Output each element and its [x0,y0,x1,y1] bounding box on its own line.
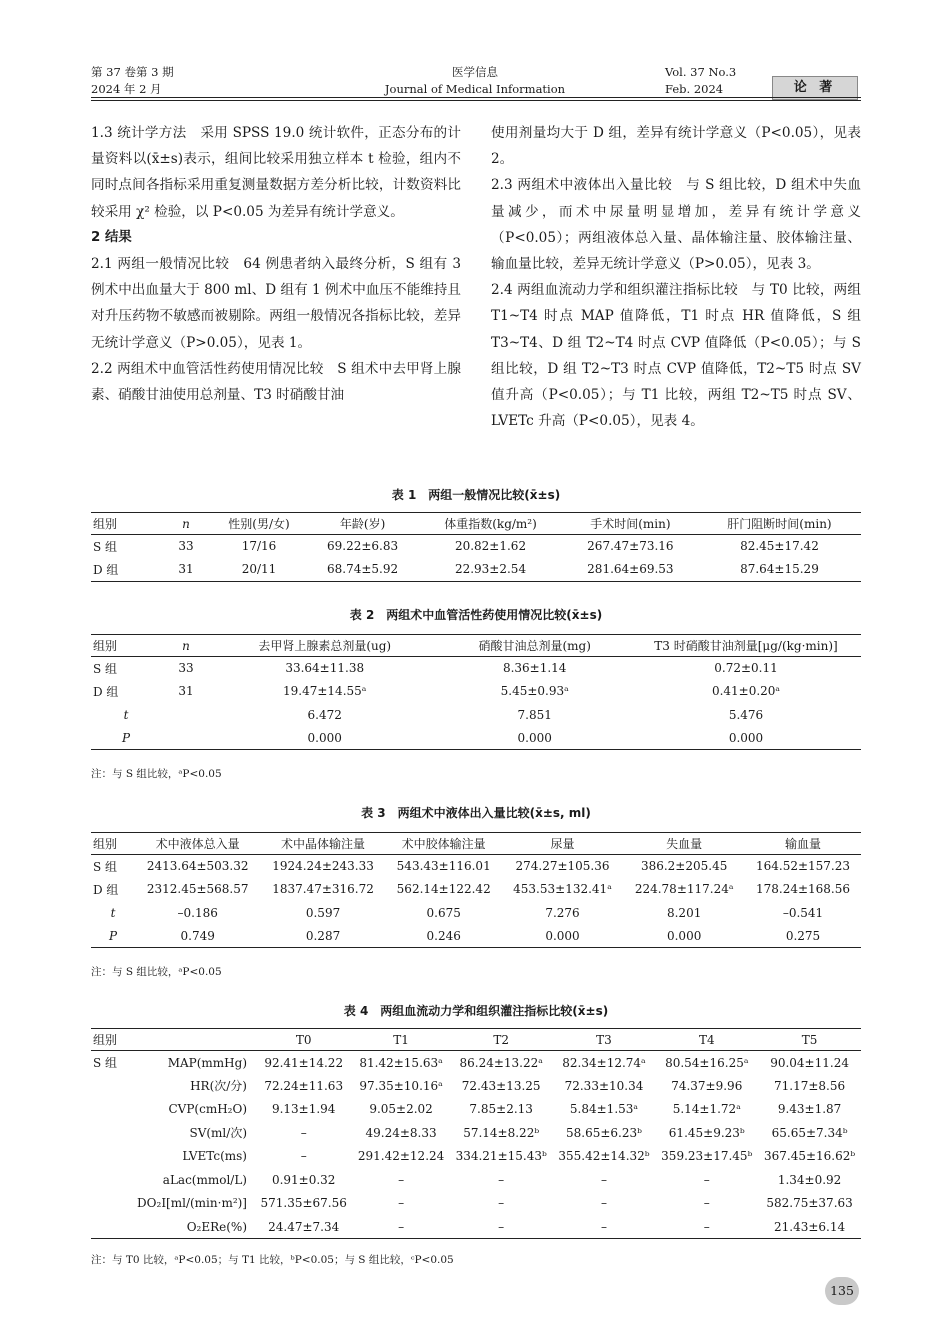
table4-caption: 表 4 两组血流动力学和组织灌注指标比较(x̄±s) [343,1004,609,1018]
table1-header-age: 年龄(岁) [307,513,418,535]
table-cell-indicator: aLac(mmol/L) [162,1172,247,1187]
table3-header-total-input: 术中液体总入量 [135,833,260,855]
table-cell: 5.84±1.53ᵃ [569,1102,639,1117]
table-cell: 9.05±2.02 [369,1102,433,1117]
table-cell: 90.04±11.24 [770,1055,849,1070]
table-cell: 49.24±8.33 [365,1125,437,1140]
table-row [91,878,861,901]
table-cell: – [398,1172,405,1187]
table-cell: 86.24±13.22ᵃ [459,1055,543,1070]
table-cell: –0.186 [177,905,218,920]
table-cell: 61.45±9.23ᵇ [668,1125,745,1140]
table1-header-bmi: 体重指数(kg/m²) [418,513,563,535]
table3-header-group: 组别 [91,833,135,855]
table-cell: 453.53±132.41ᵃ [513,882,612,897]
paragraph-general-comparison: 2.1 两组一般情况比较 64 例患者纳入最终分析，S 组有 3 例术中出血量大于 800 ml、D 组有 1 例术中血压不能维持且对升压药物不敏感而被剔除。两组一般情况各指标比较，差异无统计学意义（P>0.05），见表 1。 [91,256,461,351]
table-cell-indicator: MAP(mmHg) [167,1055,247,1070]
table-row [91,1215,861,1239]
table4-header-t0: T0 [255,1029,352,1051]
table-cell: – [703,1219,710,1234]
table-cell: 17/16 [241,539,277,554]
table-cell-indicator: DO₂I[ml/(min·m²)] [137,1196,247,1211]
table-cell: 5.14±1.72ᵃ [672,1102,741,1117]
table-cell: 178.24±168.56 [755,882,851,897]
paragraph-vasoactive-drugs-cont: 使用剂量均大于 D 组，差异有统计学意义（P<0.05），见表 2。 [491,125,861,168]
table-cell: D 组 [93,684,119,699]
table-cell: 355.42±14.32ᵇ [558,1149,650,1164]
table4-hemodynamics [91,1028,861,1239]
table-cell: 20/11 [241,562,277,577]
table-cell: – [703,1196,710,1211]
table-cell: 8.36±1.14 [502,661,567,676]
table-row [91,1098,861,1122]
table-cell: – [498,1219,505,1234]
table-cell: 0.000 [728,730,764,745]
paragraph-statistics: 1.3 统计学方法 采用 SPSS 19.0 统计软件，正态分布的计量资料以(x̄±s)表示，组间比较采用独立样本 t 检验，组内不同时点间各指标采用重复测量数据方差分析比较，计数资料比较采用 χ² 检验，以 P<0.05 为差异有统计学意义。 [91,125,461,220]
table-cell: 9.13±1.94 [271,1102,336,1117]
table3-caption: 表 3 两组术中液体出入量比较(x̄±s, ml) [361,806,591,820]
table-cell: 367.45±16.62ᵇ [763,1149,856,1164]
table1-header-group: 组别 [91,513,161,535]
header-journal-title [250,64,700,104]
header-issue-info [91,64,174,104]
table-cell: S 组 [93,661,118,676]
table-cell: 0.000 [307,730,342,745]
table-row [91,924,861,947]
table-row [91,535,861,558]
table-cell [161,726,211,749]
table-cell: 31 [178,684,194,699]
table-cell: 81.42±15.63ᵃ [359,1055,443,1070]
table3-fluid-balance [91,832,861,948]
table-cell: 8.201 [666,905,702,920]
table-cell [161,703,211,726]
table-cell: – [600,1219,607,1234]
table-cell: 33 [178,661,194,676]
table-cell: 5.476 [728,707,764,722]
table4-header-t5: T5 [758,1029,861,1051]
table4-body [91,1051,861,1239]
table-row [91,1051,861,1075]
table-cell: 7.85±2.13 [469,1102,533,1117]
table-cell-indicator: LVETc(ms) [182,1149,247,1164]
table-cell: – [600,1172,607,1187]
table-cell: 0.275 [785,928,821,943]
table-cell: 1924.24±243.33 [272,859,374,874]
table-cell: 21.43±6.14 [774,1219,846,1234]
table-cell: D 组 [93,882,119,897]
header-volume-en: Vol. 37 No.3 [665,65,737,79]
header-date-cn: 2024 年 2 月 [91,82,162,96]
table2-vasoactive-drugs [91,634,861,750]
table-cell: 0.749 [180,928,215,943]
table-cell: – [498,1196,505,1211]
table1-header-op-time: 手术时间(min) [563,513,698,535]
table-cell: 0.72±0.11 [714,661,778,676]
table2-header-group: 组别 [91,635,161,657]
table2-header-norepinephrine: 去甲肾上腺素总剂量(ug) [211,635,438,657]
table-cell: 92.41±14.22 [264,1055,344,1070]
table-cell: 0.000 [517,730,552,745]
table-cell: 80.54±16.25ᵃ [665,1055,749,1070]
table-cell: 19.47±14.55ᵃ [283,684,367,699]
table-cell: 334.21±15.43ᵇ [455,1149,547,1164]
table-cell-indicator: CVP(cmH₂O) [168,1102,247,1117]
table-cell: 0.246 [426,928,461,943]
table-cell: 24.47±7.34 [268,1219,340,1234]
table-cell: – [498,1172,505,1187]
table-row [91,901,861,924]
table-cell: 0.91±0.32 [271,1172,336,1187]
section-heading-results: 2 结果 [91,229,132,245]
table1-header-sex: 性别(男/女) [211,513,307,535]
table-cell: 33.64±11.38 [285,661,365,676]
table-cell: 2312.45±568.57 [146,882,249,897]
table4-header-group: 组别 [91,1029,135,1051]
table-cell: 359.23±17.45ᵇ [661,1149,753,1164]
section-badge: 论 著 [772,76,858,100]
table-cell: 0.000 [545,928,580,943]
table-cell: 31 [178,562,194,577]
table-cell: S 组 [93,859,118,874]
table-cell: 571.35±67.56 [260,1196,347,1211]
table-cell: 74.37±9.96 [671,1078,743,1093]
page-number: 135 [825,1277,859,1305]
table4-note: 注：与 T0 比较，ᵃP<0.05；与 T1 比较，ᵇP<0.05；与 S 组比较，ᶜP<0.05 [91,1254,454,1266]
table-cell: 58.65±6.23ᵇ [566,1125,642,1140]
table-cell: – [600,1196,607,1211]
table-cell-stat-label: P [108,928,118,943]
table-cell: 72.33±10.34 [564,1078,644,1093]
table3-header-colloid: 术中胶体输注量 [386,833,502,855]
table2-header-n: n [161,635,211,657]
table-cell: 0.000 [666,928,702,943]
header-volume-en-block [665,64,736,104]
table-row [91,855,861,878]
table-row [91,1145,861,1169]
table-cell: – [300,1149,307,1164]
table1-general-comparison [91,512,861,582]
table-cell: 164.52±157.23 [755,859,851,874]
table-cell: 20.82±1.62 [454,539,527,554]
table-cell: 7.276 [545,905,580,920]
table3-header-urine: 尿量 [502,833,624,855]
table-row [91,726,861,749]
table2-header-nitroglycerin: 硝酸甘油总剂量(mg) [438,635,631,657]
table-cell: 69.22±6.83 [327,539,399,554]
table-cell: 7.851 [517,707,552,722]
table-cell: 9.43±1.87 [777,1102,842,1117]
table4-header-t2: T2 [450,1029,553,1051]
table-cell: –0.541 [782,905,824,920]
table4-header-indicator [135,1029,255,1051]
table-cell: 562.14±122.42 [396,882,491,897]
table-cell: 386.2±205.45 [640,859,728,874]
table-cell: 22.93±2.54 [454,562,527,577]
table-cell: S 组 [93,539,118,554]
table-cell-indicator: SV(ml/次) [189,1126,247,1141]
table-cell: – [300,1125,307,1140]
table-cell [91,1215,135,1239]
table-cell: 274.27±105.36 [515,859,610,874]
table4-header-t3: T3 [553,1029,656,1051]
table-cell: 281.64±69.53 [587,562,674,577]
table-cell: 2413.64±503.32 [146,859,249,874]
table-cell: – [398,1219,405,1234]
header-journal-en: Journal of Medical Information [384,82,566,96]
header-date-en: Feb. 2024 [665,82,724,96]
table-cell: S 组 [93,1056,118,1070]
table-cell: 0.287 [305,928,341,943]
table-cell: 82.45±17.42 [740,539,819,554]
header-rule-thin [91,100,861,101]
table1-caption: 表 1 两组一般情况比较(x̄±s) [391,488,561,502]
table-cell [91,1168,135,1192]
table-cell: 72.24±11.63 [264,1078,344,1093]
table1-header-n: n [161,513,211,535]
table2-header-t3-nitroglycerin: T3 时硝酸甘油剂量[μg/(kg·min)] [631,635,861,657]
table-cell: 267.47±73.16 [587,539,674,554]
table-row [91,680,861,703]
table-row [91,703,861,726]
table-cell [91,1145,135,1169]
table-cell: 72.43±13.25 [461,1078,541,1093]
table-cell: 97.35±10.16ᵃ [359,1078,443,1093]
table-cell [91,1121,135,1145]
paragraph-vasoactive-drugs: 2.2 两组术中血管活性药使用情况比较 S 组术中去甲肾上腺素、硝酸甘油使用总剂量、T3 时硝酸甘油 [91,360,461,404]
table-row [91,1074,861,1098]
table-row [91,1168,861,1192]
table-cell: 1837.47±316.72 [272,882,374,897]
table-cell: 582.75±37.63 [766,1196,853,1211]
table-header-row [91,833,861,855]
table-row [91,558,861,581]
table-header-row [91,513,861,535]
table-cell: 291.42±12.24 [357,1149,445,1164]
table-cell: 0.675 [426,905,461,920]
table4-header-t1: T1 [352,1029,449,1051]
table3-header-blood-loss: 失血量 [623,833,745,855]
table-row [91,1121,861,1145]
table-cell: 1.34±0.92 [777,1172,842,1187]
table-cell: 6.472 [307,707,342,722]
table-cell-indicator: O₂ERe(%) [186,1219,247,1234]
table-cell [91,1098,135,1122]
header-journal-cn: 医学信息 [452,65,498,79]
table-cell [91,1074,135,1098]
table-cell-indicator: HR(次/分) [190,1079,247,1094]
table-cell: 87.64±15.29 [740,562,819,577]
table3-header-crystalloid: 术中晶体输注量 [260,833,385,855]
table-cell: 33 [178,539,194,554]
table3-header-transfusion: 输血量 [745,833,861,855]
body-right-column [491,120,861,434]
table-row [91,657,861,680]
table-cell: D 组 [93,562,119,577]
table1-header-occlusion-time: 肝门阻断时间(min) [698,513,861,535]
header-rule [91,97,861,98]
table-cell: 82.34±12.74ᵃ [562,1055,646,1070]
table-cell [91,1192,135,1216]
paragraph-hemodynamics: 2.4 两组血流动力学和组织灌注指标比较 与 T0 比较，两组 T1~T4 时点 MAP 值降低，T1 时点 HR 值降低，S 组 T3~T4、D 组 T2~T4 时点 CVP 值降低（P<0.05）；与 S 组比较，D 组 T2~T3 时点 CVP 值降低，T2~T5 时点 SV 值升高（P<0.05）；与 T1 比较，两组 T2~T5 时点 SV、LVETc 升高（P<0.05），见表 4。 [491,282,861,430]
table-cell: 68.74±5.92 [327,562,399,577]
table-cell-stat-label: t [123,707,129,722]
table-cell-stat-label: P [121,730,131,745]
table4-header-t4: T4 [655,1029,758,1051]
table-cell: 0.41±0.20ᵃ [711,684,781,699]
paragraph-fluid-balance: 2.3 两组术中液体出入量比较 与 S 组比较，D 组术中失血量减少，而术中尿量明显增加，差异有统计学意义（P<0.05）；两组液体总入量、晶体输注量、胶体输注量、输血量比较，差异无统计学意义（P>0.05），见表 3。 [491,177,861,273]
table-cell: 65.65±7.34ᵇ [771,1125,848,1140]
table-cell: – [398,1196,405,1211]
table2-note: 注：与 S 组比较，ᵃP<0.05 [91,768,222,780]
table2-caption: 表 2 两组术中血管活性药使用情况比较(x̄±s) [349,608,603,622]
header-volume-cn: 第 37 卷第 3 期 [91,65,174,79]
table-cell: – [703,1172,710,1187]
table-cell: 57.14±8.22ᵇ [463,1125,540,1140]
table-row [91,1192,861,1216]
table-cell-stat-label: t [110,905,116,920]
table3-note: 注：与 S 组比较，ᵃP<0.05 [91,966,222,978]
table-cell: 543.43±116.01 [396,859,491,874]
table-cell: 71.17±8.56 [774,1078,846,1093]
table-header-row [91,1029,861,1051]
table-cell: 5.45±0.93ᵃ [500,684,569,699]
table-header-row [91,635,861,657]
table-cell: 224.78±117.24ᵃ [634,882,734,897]
body-left-column [91,120,461,408]
table-cell: 0.597 [305,905,341,920]
